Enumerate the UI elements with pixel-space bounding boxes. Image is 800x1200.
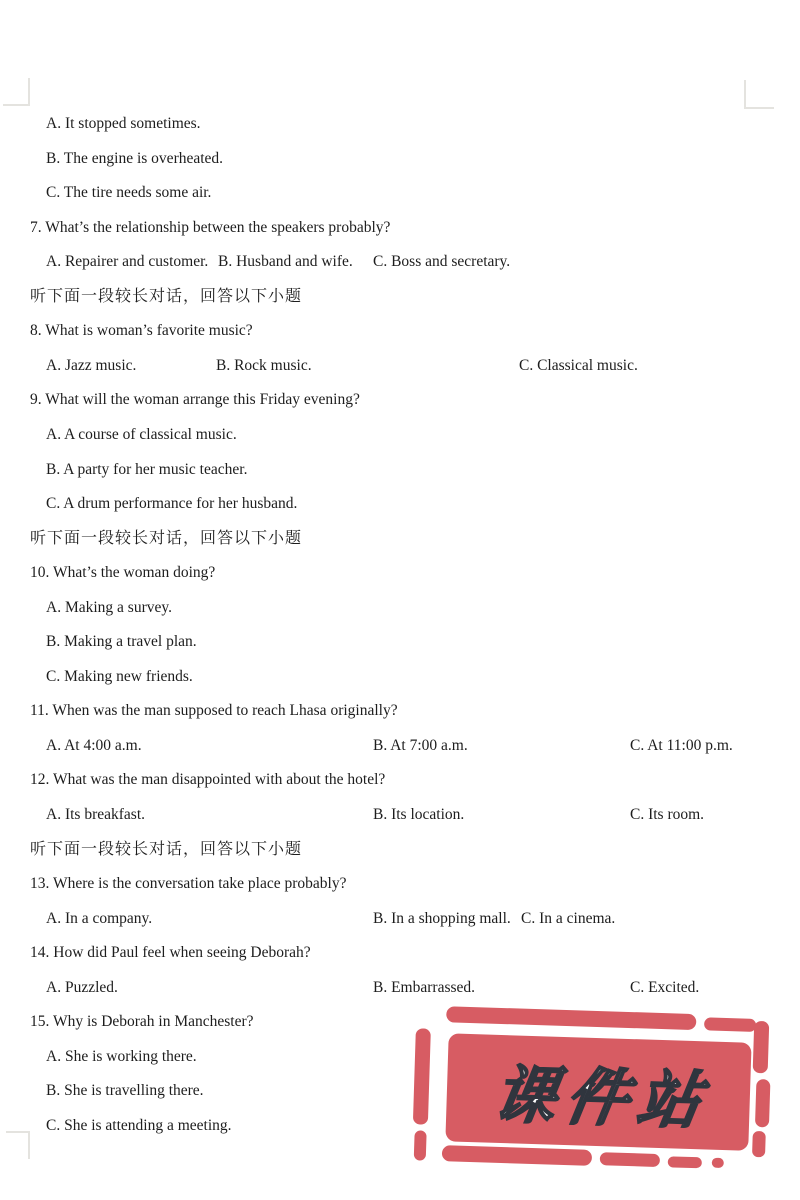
option-text: A. Making a survey. (46, 599, 172, 616)
section-header (0, 529, 800, 551)
section-header-text: 听下面一段较长对话，回答以下小题 (30, 530, 303, 547)
stamp-border-stroke (446, 1006, 696, 1030)
option-text: C. Classical music. (519, 357, 638, 374)
option-text: C. Its room. (630, 806, 705, 823)
question-line (0, 563, 800, 585)
stamp-border-stroke (753, 1021, 770, 1073)
stamp-border-stroke (712, 1158, 724, 1168)
option-line (0, 978, 800, 1000)
question-text: 8. What is woman’s favorite music? (30, 322, 253, 339)
option-line (0, 909, 800, 931)
section-header-text: 听下面一段较长对话，回答以下小题 (30, 288, 303, 305)
option-text: A. A course of classical music. (46, 426, 237, 443)
option-text: B. At 7:00 a.m. (373, 737, 468, 754)
option-text: B. She is travelling there. (46, 1082, 204, 1099)
option-text: B. Embarrassed. (373, 979, 476, 996)
option-text: C. At 11:00 p.m. (630, 737, 733, 754)
question-line (0, 321, 800, 343)
stamp-border-stroke (442, 1145, 592, 1166)
option-line (0, 356, 800, 378)
stamp-border-stroke (668, 1156, 702, 1168)
question-text: 9. What will the woman arrange this Friday evening? (30, 391, 360, 408)
page-corner-mark-top-left (3, 78, 30, 106)
option-text: A. It stopped sometimes. (46, 115, 201, 132)
option-line (0, 460, 800, 482)
option-line (0, 667, 800, 689)
question-text: 7. What’s the relationship between the speakers probably? (30, 219, 391, 236)
stamp-border-stroke (413, 1028, 431, 1124)
option-text: A. In a company. (46, 910, 153, 927)
option-line (0, 598, 800, 620)
question-line (0, 943, 800, 965)
stamp-border-stroke (755, 1079, 771, 1127)
question-line (0, 770, 800, 792)
stamp-inner-panel (445, 1033, 751, 1150)
stamp-border-stroke (752, 1131, 766, 1157)
option-line (0, 183, 800, 205)
question-text: 13. Where is the conversation take place probably? (30, 875, 347, 892)
option-text: B. The engine is overheated. (46, 150, 224, 167)
option-text: A. She is working there. (46, 1048, 197, 1065)
option-text: A. Its breakfast. (46, 806, 145, 823)
option-line (0, 805, 800, 827)
option-line (0, 736, 800, 758)
stamp-border-stroke (414, 1130, 427, 1160)
option-text: B. Its location. (373, 806, 465, 823)
option-text: B. Husband and wife. (218, 253, 353, 270)
question-line (0, 390, 800, 412)
option-line (0, 114, 800, 136)
option-text: C. A drum performance for her husband. (46, 495, 298, 512)
option-text: B. A party for her music teacher. (46, 461, 248, 478)
question-text: 14. How did Paul feel when seeing Deborah? (30, 944, 311, 961)
option-text: C. Making new friends. (46, 668, 193, 685)
question-text: 10. What’s the woman doing? (30, 564, 216, 581)
question-text: 12. What was the man disappointed with about the hotel? (30, 771, 386, 788)
section-header (0, 287, 800, 309)
question-text: 11. When was the man supposed to reach Lhasa originally? (30, 702, 398, 719)
question-line (0, 701, 800, 723)
kejianzhan-stamp (411, 1002, 781, 1179)
option-line (0, 632, 800, 654)
section-header (0, 840, 800, 862)
page-corner-mark-top-right (744, 80, 774, 109)
option-line (0, 149, 800, 171)
question-line (0, 218, 800, 240)
option-line (0, 425, 800, 447)
question-line (0, 874, 800, 896)
option-text: B. Rock music. (216, 357, 312, 374)
option-text: A. Jazz music. (46, 357, 137, 374)
option-line (0, 494, 800, 516)
stamp-border-stroke (704, 1017, 756, 1032)
option-text: A. Repairer and customer. (46, 253, 209, 270)
option-text: C. Excited. (630, 979, 700, 996)
option-text: A. At 4:00 a.m. (46, 737, 142, 754)
option-text: C. She is attending a meeting. (46, 1117, 232, 1134)
option-text: A. Puzzled. (46, 979, 118, 996)
option-text: B. Making a travel plan. (46, 633, 197, 650)
option-line (0, 252, 800, 274)
stamp-border-stroke (600, 1152, 660, 1167)
option-text: C. Boss and secretary. (373, 253, 511, 270)
stamp-text: 课件站 (489, 1060, 716, 1136)
question-text: 15. Why is Deborah in Manchester? (30, 1013, 254, 1030)
section-header-text: 听下面一段较长对话，回答以下小题 (30, 841, 303, 858)
option-text: C. In a cinema. (521, 910, 616, 927)
option-text: B. In a shopping mall. (373, 910, 511, 927)
option-text: C. The tire needs some air. (46, 184, 212, 201)
